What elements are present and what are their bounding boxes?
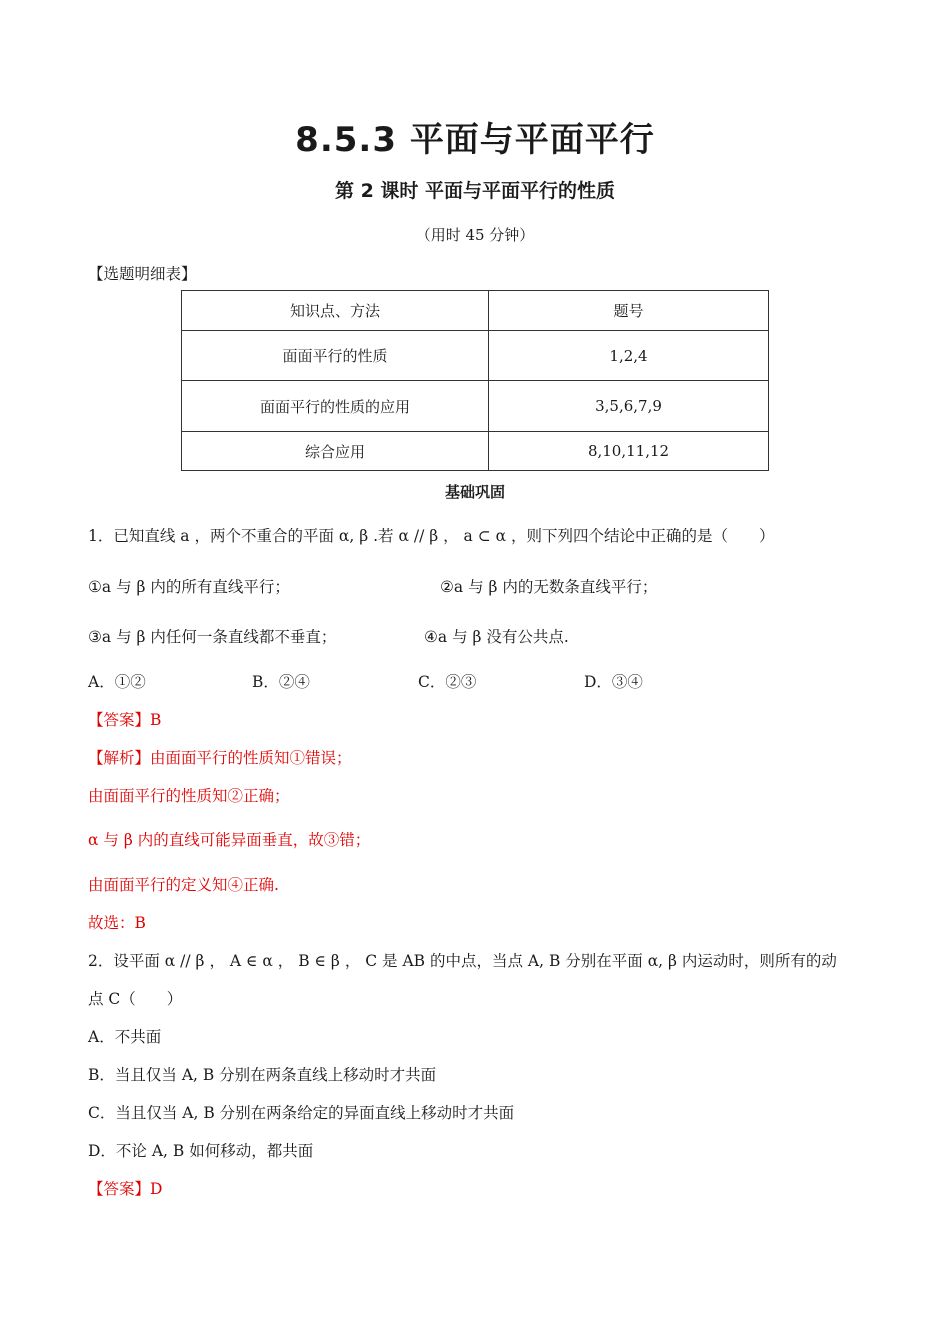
question-1-analysis-line: 由面面平行的定义知④正确.: [88, 876, 279, 894]
table-cell: 面面平行的性质的应用: [182, 381, 489, 432]
table-cell: 综合应用: [182, 432, 489, 471]
question-2-choice-b: B．当且仅当 A, B 分别在两条直线上移动时才共面: [88, 1066, 437, 1084]
question-1-analysis-line: 【解析】由面面平行的性质知①错误；: [88, 749, 352, 767]
table-header-row: [182, 291, 769, 331]
question-1-stem: 1．已知直线 a ，两个不重合的平面 α, β .若 α // β ， a ⊂ α ，则下列四个结论中正确的是（ ）: [88, 527, 775, 545]
question-1-statement-4: ④a 与 β 没有公共点.: [424, 628, 569, 646]
table-row: [182, 381, 769, 432]
question-1-analysis-line: 故选：B: [88, 914, 146, 932]
table-header-cell: 知识点、方法: [182, 291, 489, 331]
question-1-analysis-line: α 与 β 内的直线可能异面垂直，故③错；: [88, 831, 371, 849]
table-heading: 【选题明细表】: [88, 265, 197, 283]
question-1-answer: 【答案】B: [88, 711, 162, 729]
section-heading: 基础巩固: [444, 483, 505, 501]
question-2-choice-c: C．当且仅当 A, B 分别在两条给定的异面直线上移动时才共面: [88, 1104, 515, 1122]
table-row: [182, 331, 769, 381]
topic-table: [181, 290, 769, 471]
question-1-choice-c: C．②③: [418, 673, 477, 691]
question-2-answer: 【答案】D: [88, 1180, 163, 1198]
page-subtitle: 第 2 课时 平面与平面平行的性质: [334, 180, 616, 202]
table-row: [182, 432, 769, 471]
time-limit: （用时 45 分钟）: [415, 226, 535, 244]
question-1-statement-1: ①a 与 β 内的所有直线平行；: [88, 578, 290, 596]
question-1-choice-d: D．③④: [584, 673, 643, 691]
question-1-choice-b: B．②④: [252, 673, 310, 691]
question-2-stem-continued: 点 C（ ）: [88, 990, 183, 1008]
table-cell: 8,10,11,12: [489, 432, 769, 471]
question-2-choice-d: D．不论 A, B 如何移动，都共面: [88, 1142, 314, 1160]
question-2-stem: 2．设平面 α // β ， A ∈ α ， B ∈ β ， C 是 AB 的中点，当点 A, B 分别在平面 α, β 内运动时，则所有的动: [88, 952, 837, 970]
table-cell: 1,2,4: [489, 331, 769, 381]
question-1-analysis-line: 由面面平行的性质知②正确；: [88, 787, 290, 805]
page-title: 8.5.3 平面与平面平行: [295, 120, 655, 160]
table-cell: 3,5,6,7,9: [489, 381, 769, 432]
table-cell: 面面平行的性质: [182, 331, 489, 381]
question-1-choice-a: A．①②: [88, 673, 146, 691]
table-header-cell: 题号: [489, 291, 769, 331]
question-2-choice-a: A．不共面: [88, 1028, 162, 1046]
question-1-statement-2: ②a 与 β 内的无数条直线平行；: [440, 578, 658, 596]
question-1-statement-3: ③a 与 β 内任何一条直线都不垂直；: [88, 628, 337, 646]
